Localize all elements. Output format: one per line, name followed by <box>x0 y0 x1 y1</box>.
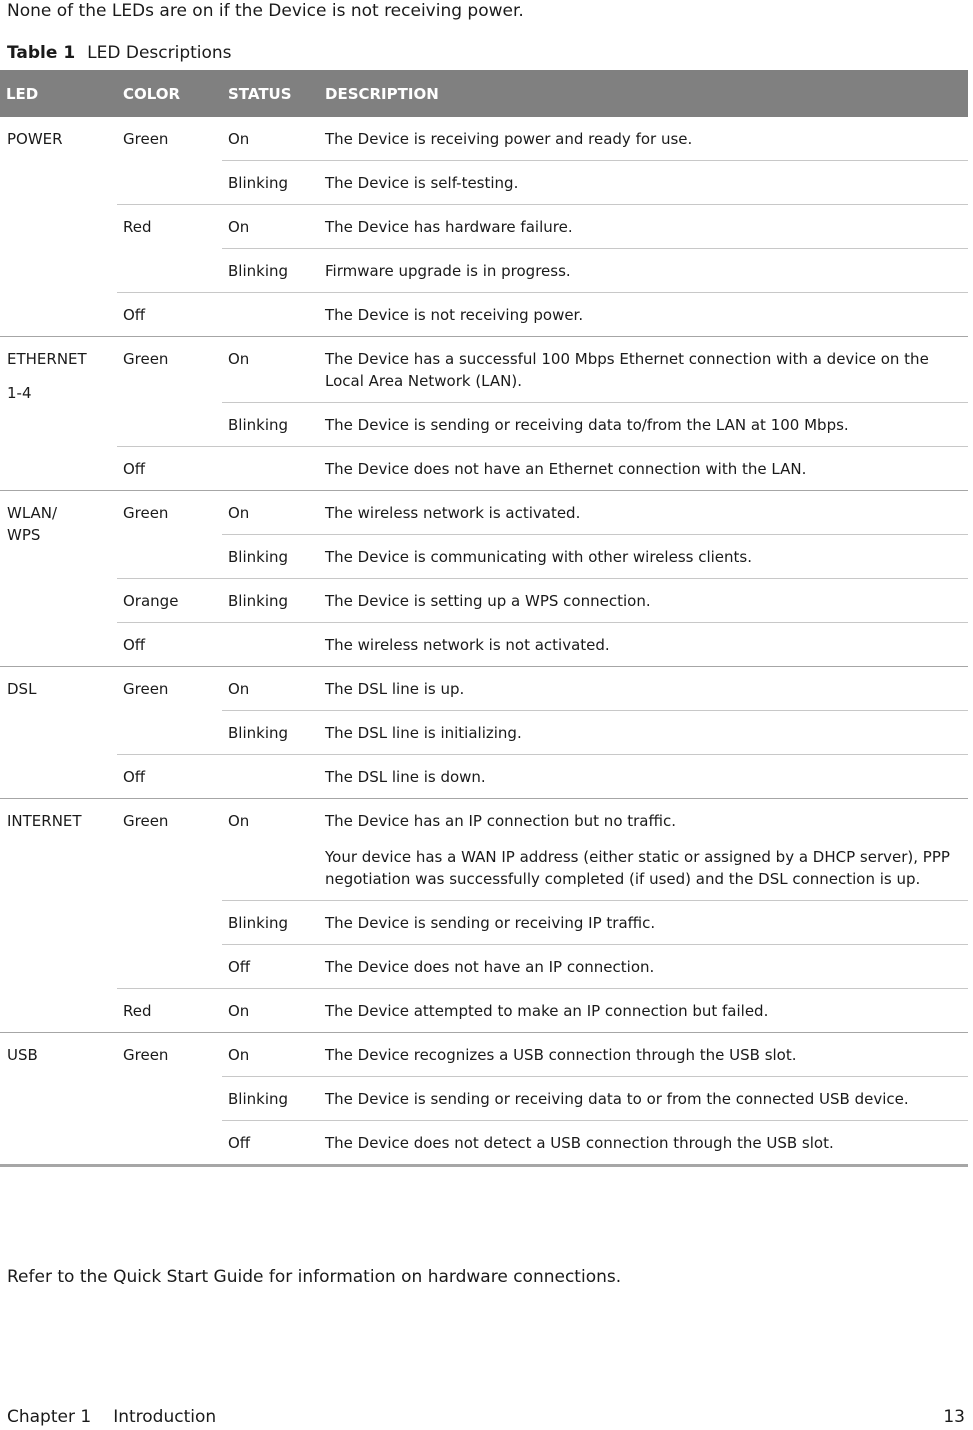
table-row <box>0 447 968 491</box>
description-cell: The Device is sending or receiving data to or from the connected USB device. <box>319 1077 968 1121</box>
status-cell <box>222 755 319 799</box>
description-text: The Device has an IP connection but no traffic. <box>325 812 677 830</box>
table-caption <box>7 42 232 64</box>
status-cell: Blinking <box>222 901 319 945</box>
led-name: ETHERNET <box>7 350 87 368</box>
header-description: DESCRIPTION <box>319 70 968 117</box>
status-cell <box>222 293 319 337</box>
status-cell: Blinking <box>222 1077 319 1121</box>
table-row <box>0 117 968 161</box>
color-cell: Off <box>117 293 222 337</box>
status-cell: On <box>222 337 319 403</box>
color-cell: Off <box>117 755 222 799</box>
description-cell: The wireless network is not activated. <box>319 623 968 667</box>
table-row <box>0 755 968 799</box>
color-cell: Green <box>117 337 222 447</box>
status-cell: On <box>228 130 250 148</box>
table-row <box>0 1033 968 1077</box>
table-header-row <box>0 70 968 117</box>
led-name-suffix: 1-4 <box>7 384 32 402</box>
color-cell: Red <box>117 205 222 293</box>
color-cell: Orange <box>117 579 222 623</box>
description-cell <box>319 799 968 901</box>
description-cell: The Device does not detect a USB connection through the USB slot. <box>319 1121 968 1166</box>
table-caption-label: Table 1 <box>7 43 76 63</box>
color-cell: Green <box>117 491 222 579</box>
color-cell: Off <box>117 623 222 667</box>
status-cell: Blinking <box>222 579 319 623</box>
led-cell: POWER <box>7 130 63 148</box>
led-cell: WLAN/ WPS <box>0 491 117 667</box>
description-cell: The Device is setting up a WPS connection. <box>319 579 968 623</box>
status-cell: Blinking <box>222 535 319 579</box>
header-status: STATUS <box>222 70 319 117</box>
description-cell: Firmware upgrade is in progress. <box>319 249 968 293</box>
table-row <box>0 623 968 667</box>
status-cell: On <box>222 989 319 1033</box>
header-color: COLOR <box>117 70 222 117</box>
status-cell <box>222 447 319 491</box>
status-cell: On <box>222 667 319 711</box>
description-cell: The Device does not have an IP connection. <box>319 945 968 989</box>
status-cell: On <box>222 1033 319 1077</box>
status-cell: Off <box>222 1121 319 1166</box>
color-cell: Green <box>117 799 222 989</box>
status-cell: Blinking <box>222 161 319 205</box>
description-cell: The Device has hardware failure. <box>319 205 968 249</box>
description-cell: The Device is sending or receiving IP traffic. <box>319 901 968 945</box>
description-text-secondary: Your device has a WAN IP address (either static or assigned by a DHCP server), PPP negotiation was successfully completed (if used) and the DSL connection is up. <box>325 848 950 888</box>
status-cell: On <box>222 205 319 249</box>
description-cell: The DSL line is up. <box>319 667 968 711</box>
color-cell: Red <box>117 989 222 1033</box>
led-cell: USB <box>0 1033 117 1166</box>
table-row <box>0 337 968 403</box>
page-number: 13 <box>943 1407 965 1427</box>
intro-text: None of the LEDs are on if the Device is not receiving power. <box>7 1 524 21</box>
table-caption-title: LED Descriptions <box>87 43 232 63</box>
status-cell: Blinking <box>222 403 319 447</box>
table-row <box>0 989 968 1033</box>
description-cell: The DSL line is initializing. <box>319 711 968 755</box>
led-cell <box>0 337 117 491</box>
footer-chapter <box>7 1406 216 1428</box>
description-cell: The Device is self-testing. <box>319 161 968 205</box>
table-row <box>0 491 968 535</box>
status-cell: Blinking <box>222 711 319 755</box>
status-cell: Off <box>222 945 319 989</box>
status-cell: Blinking <box>222 249 319 293</box>
table-row <box>0 799 968 901</box>
header-led: LED <box>0 70 117 117</box>
led-cell: DSL <box>0 667 117 799</box>
color-cell: Green <box>123 130 169 148</box>
table-row <box>0 579 968 623</box>
refer-text: Refer to the Quick Start Guide for information on hardware connections. <box>7 1267 622 1287</box>
led-table <box>0 70 968 1167</box>
status-cell <box>222 623 319 667</box>
description-cell: The Device does not have an Ethernet connection with the LAN. <box>319 447 968 491</box>
led-cell: INTERNET <box>0 799 117 1033</box>
description-cell: The Device is sending or receiving data to/from the LAN at 100 Mbps. <box>319 403 968 447</box>
footer-chapter-label: Chapter 1 <box>7 1407 92 1427</box>
color-cell: Green <box>117 667 222 755</box>
footer-section-title: Introduction <box>113 1407 217 1427</box>
description-cell: The Device has a successful 100 Mbps Ethernet connection with a device on the Local Area Network (LAN). <box>319 337 968 403</box>
color-cell: Green <box>117 1033 222 1166</box>
status-cell: On <box>222 799 319 901</box>
description-cell: The Device recognizes a USB connection through the USB slot. <box>319 1033 968 1077</box>
description-cell: The Device is not receiving power. <box>319 293 968 337</box>
table-row <box>0 293 968 337</box>
description-cell: The Device is communicating with other wireless clients. <box>319 535 968 579</box>
table-row <box>0 667 968 711</box>
description-cell: The Device attempted to make an IP connection but failed. <box>319 989 968 1033</box>
description-cell: The DSL line is down. <box>319 755 968 799</box>
color-cell: Off <box>117 447 222 491</box>
description-cell: The wireless network is activated. <box>319 491 968 535</box>
description-cell: The Device is receiving power and ready for use. <box>325 130 693 148</box>
status-cell: On <box>222 491 319 535</box>
table-row <box>0 205 968 249</box>
